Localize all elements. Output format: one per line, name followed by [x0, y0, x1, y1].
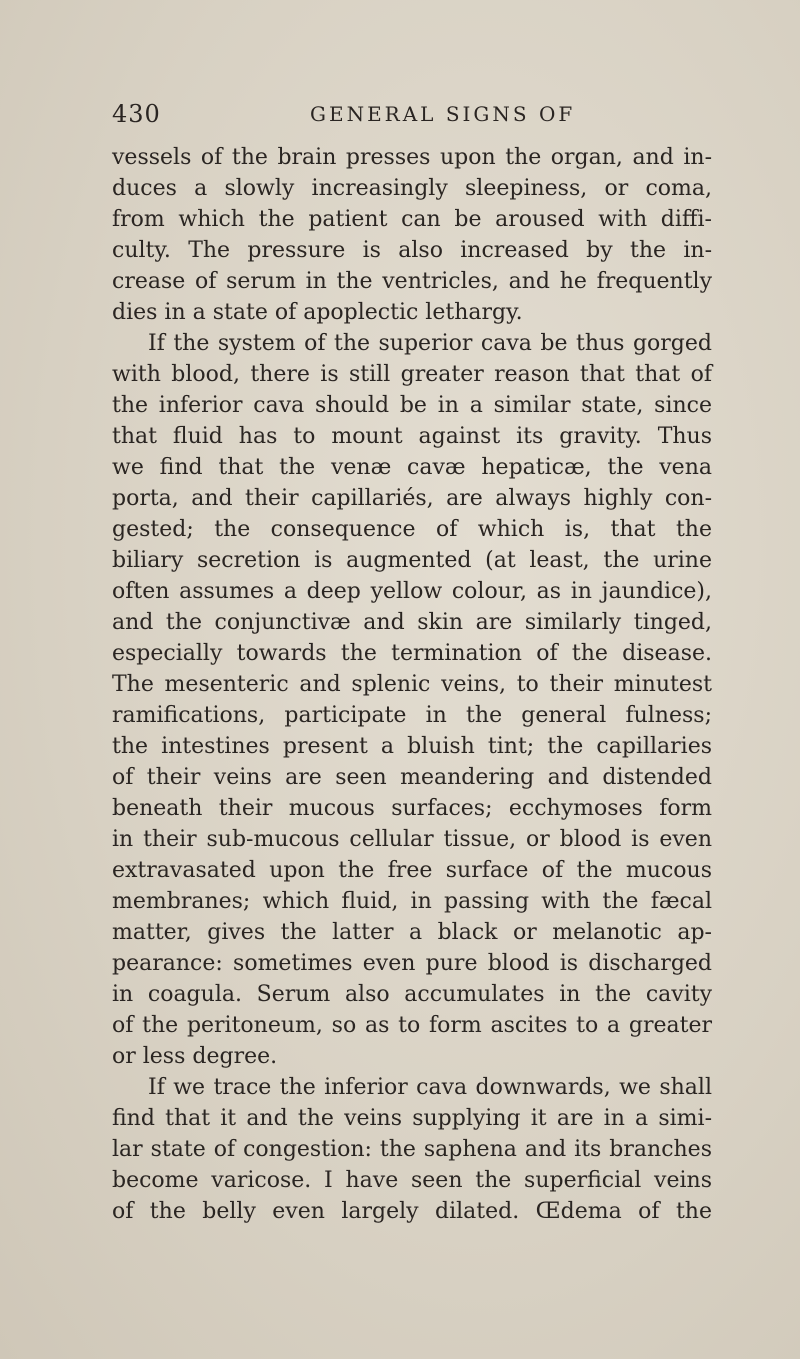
text-line: especially towards the termination of the disease. [112, 641, 712, 666]
running-head [112, 100, 712, 136]
text-line: matter, gives the latter a black or melanotic ap- [112, 920, 712, 945]
text-line: often assumes a deep yellow colour, as in jaundice), [112, 579, 712, 604]
text-line: find that it and the veins supplying it are in a simi- [112, 1106, 712, 1131]
text-line: of their veins are seen meandering and distended [112, 765, 712, 790]
text-line: membranes; which fluid, in passing with the fæcal [112, 889, 712, 914]
text-line: the intestines present a bluish tint; the capillaries [112, 734, 712, 759]
text-line: culty. The pressure is also increased by the in- [112, 238, 712, 263]
paragraph-start-line: If the system of the superior cava be thus gorged [148, 331, 712, 356]
body-text [112, 142, 712, 1227]
text-line: of the peritoneum, so as to form ascites to a greater [112, 1013, 712, 1038]
page-number: 430 [112, 100, 161, 128]
running-head-title: GENERAL SIGNS OF [310, 102, 576, 126]
text-line: dies in a state of apoplectic lethargy. [112, 300, 523, 325]
text-line: that fluid has to mount against its gravity. Thus [112, 424, 712, 449]
text-line: become varicose. I have seen the superficial veins [112, 1168, 712, 1193]
text-line: we find that the venæ cavæ hepaticæ, the vena [112, 455, 712, 480]
text-line: The mesenteric and splenic veins, to their minutest [112, 672, 712, 697]
text-line: from which the patient can be aroused with diffi- [112, 207, 712, 232]
text-line: crease of serum in the ventricles, and he frequently [112, 269, 712, 294]
text-line: porta, and their capillariés, are always highly con- [112, 486, 712, 511]
text-line: extravasated upon the free surface of the mucous [112, 858, 712, 883]
text-line: lar state of congestion: the saphena and its branches [112, 1137, 712, 1162]
paragraph-start-line: If we trace the inferior cava downwards, we shall [148, 1075, 712, 1100]
text-line: pearance: sometimes even pure blood is discharged [112, 951, 712, 976]
text-line: the inferior cava should be in a similar state, since [112, 393, 712, 418]
text-line: in their sub-mucous cellular tissue, or blood is even [112, 827, 712, 852]
text-line: gested; the consequence of which is, that the [112, 517, 712, 542]
text-line: vessels of the brain presses upon the organ, and in- [112, 145, 712, 170]
text-line: or less degree. [112, 1044, 278, 1069]
text-line: ramifications, participate in the general fulness; [112, 703, 712, 728]
text-line: with blood, there is still greater reason that that of [112, 362, 712, 387]
text-line: beneath their mucous surfaces; ecchymoses form [112, 796, 712, 821]
text-line: of the belly even largely dilated. Œdema of the [112, 1199, 712, 1224]
text-line: and the conjunctivæ and skin are similarly tinged, [112, 610, 712, 635]
text-line: in coagula. Serum also accumulates in the cavity [112, 982, 712, 1007]
text-line: biliary secretion is augmented (at least, the urine [112, 548, 712, 573]
text-line: duces a slowly increasingly sleepiness, or coma, [112, 176, 712, 201]
